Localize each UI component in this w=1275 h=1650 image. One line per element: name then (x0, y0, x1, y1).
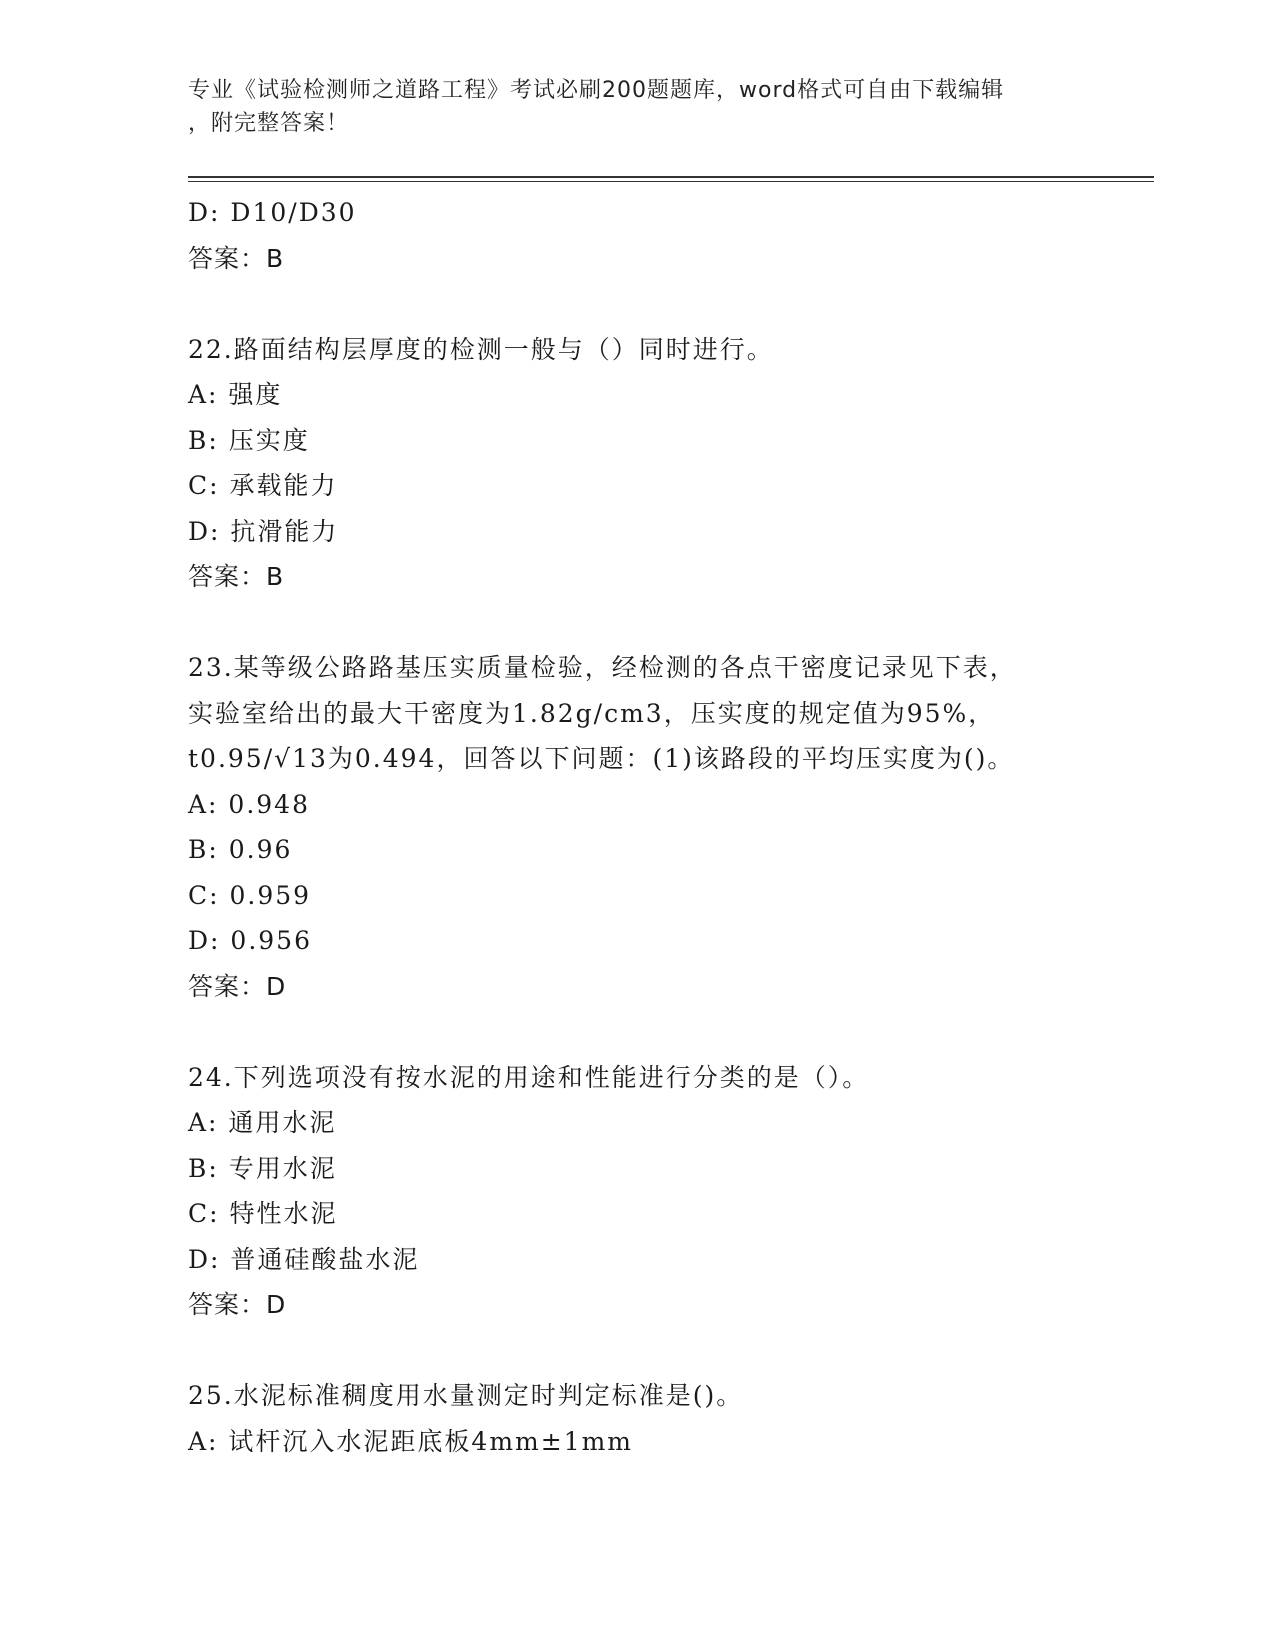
option-b: B: 压实度 (188, 425, 310, 455)
question-stem: 25.水泥标准稠度用水量测定时判定标准是()。 (188, 1381, 744, 1410)
question-stem-line-2: 实验室给出的最大干密度为1.82g/cm3，压实度的规定值为95%， (188, 698, 996, 728)
answer-line: 答案：B (188, 562, 285, 591)
option-b: B: 专用水泥 (188, 1153, 337, 1183)
document-header (188, 74, 1068, 140)
spacer (188, 281, 1148, 327)
question-list (188, 190, 1148, 1464)
option-d: D: 普通硅酸盐水泥 (188, 1244, 420, 1274)
option-c: C: 特性水泥 (188, 1199, 338, 1228)
answer-line: 答案：D (188, 971, 287, 1001)
spacer (188, 1009, 1148, 1055)
option-a: A: 强度 (188, 380, 283, 409)
question-stem-line-3: t0.95/√13为0.494，回答以下问题：(1)该路段的平均压实度为()。 (188, 744, 1015, 773)
option-c: C: 承载能力 (188, 471, 338, 500)
header-divider-thick (188, 176, 1154, 178)
question-stem: 22.路面结构层厚度的检测一般与（）同时进行。 (188, 334, 774, 364)
question-23 (188, 645, 1148, 1009)
spacer (188, 1328, 1148, 1374)
question-stem: 24.下列选项没有按水泥的用途和性能进行分类的是（）。 (188, 1062, 870, 1092)
option-a: A: 试杆沉入水泥距底板4mm±1mm (188, 1426, 634, 1456)
option-a: A: 0.948 (188, 789, 310, 819)
question-stem-line-1: 23.某等级公路路基压实质量检验，经检测的各点干密度记录见下表， (188, 653, 1017, 682)
option-d: D: 0.956 (188, 926, 312, 955)
question-21-fragment (188, 190, 1148, 281)
option-d: D: D10/D30 (188, 198, 357, 227)
header-title-line: 专业《试验检测师之道路工程》考试必刷200题题库，word格式可自由下载编辑 (188, 78, 1005, 103)
question-25 (188, 1373, 1148, 1464)
question-24 (188, 1055, 1148, 1328)
spacer (188, 600, 1148, 646)
answer-line: 答案：B (188, 243, 285, 273)
header-title-continuation: ，附完整答案！ (188, 111, 350, 136)
answer-line: 答案：D (188, 1290, 287, 1319)
option-d: D: 抗滑能力 (188, 516, 339, 546)
option-c: C: 0.959 (188, 880, 312, 910)
header-divider-thin (188, 181, 1154, 182)
option-a: A: 通用水泥 (188, 1108, 337, 1137)
question-22 (188, 327, 1148, 600)
option-b: B: 0.96 (188, 835, 293, 864)
